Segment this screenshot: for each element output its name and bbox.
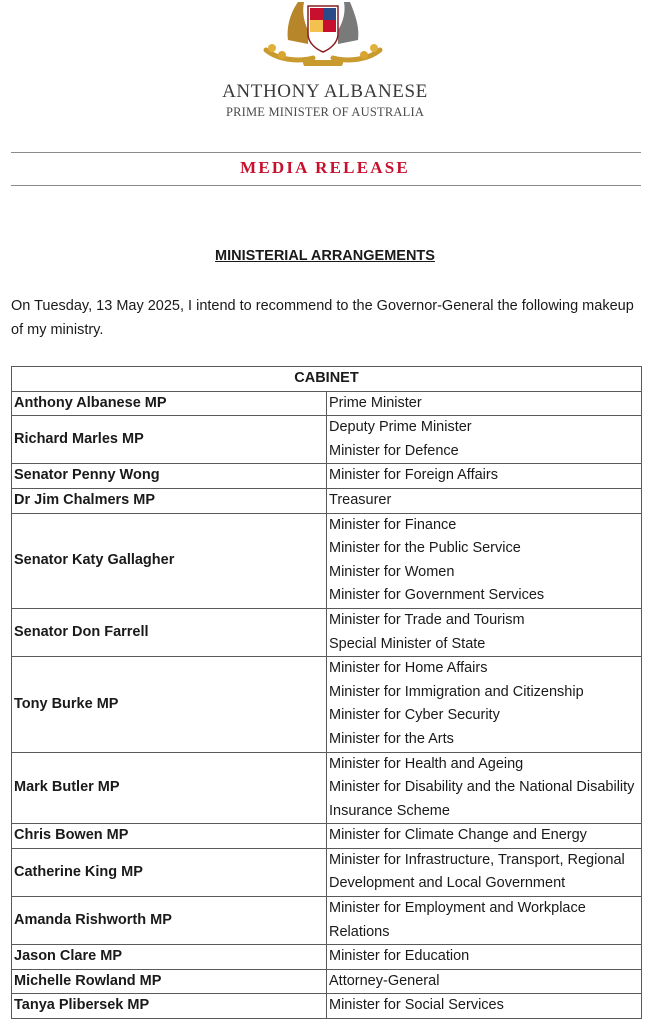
letterhead-subtitle: PRIME MINISTER OF AUSTRALIA [225, 105, 425, 119]
portfolio-title: Minister for the Public Service [329, 540, 521, 557]
letterhead-name: ANTHONY ALBANESE [222, 81, 428, 102]
table-row [12, 391, 642, 416]
minister-name: Dr Jim Chalmers MP [12, 488, 327, 513]
portfolio-cell [327, 994, 642, 1019]
cabinet-table-body [12, 391, 642, 1018]
portfolio-title: Minister for Disability and the National Disability Insurance Scheme [329, 779, 635, 819]
minister-name: Senator Don Farrell [12, 608, 327, 656]
table-row [12, 752, 642, 824]
portfolio-cell [327, 513, 642, 608]
minister-name: Amanda Rishworth MP [12, 897, 327, 945]
portfolio-cell [327, 657, 642, 752]
minister-name: Catherine King MP [12, 848, 327, 896]
minister-name: Senator Penny Wong [12, 464, 327, 489]
portfolio-title: Treasurer [329, 491, 392, 508]
portfolio-cell [327, 969, 642, 994]
minister-name: Jason Clare MP [12, 945, 327, 970]
portfolio-cell [327, 848, 642, 896]
portfolio-cell [327, 416, 642, 464]
coat-of-arms-icon [258, 0, 388, 70]
table-row [12, 464, 642, 489]
portfolio-title: Prime Minister [329, 394, 422, 411]
table-row [12, 488, 642, 513]
media-release-banner: MEDIA RELEASE [240, 158, 410, 177]
portfolio-title: Minister for Health and Ageing [329, 755, 524, 772]
table-row [12, 897, 642, 945]
portfolio-title: Minister for Foreign Affairs [329, 467, 498, 484]
minister-name: Anthony Albanese MP [12, 391, 327, 416]
table-row [12, 416, 642, 464]
portfolio-title: Minister for Women [329, 563, 455, 580]
portfolio-title: Minister for Infrastructure, Transport, Regional Development and Local Government [329, 851, 625, 892]
intro-paragraph: On Tuesday, 13 May 2025, I intend to recommend to the Governor-General the following makeup of my ministry. [11, 298, 634, 338]
portfolio-title: Minister for Government Services [329, 587, 545, 604]
table-row [12, 513, 642, 608]
divider-top [11, 152, 641, 153]
table-row [12, 969, 642, 994]
table-row [12, 945, 642, 970]
portfolio-cell [327, 464, 642, 489]
minister-name: Mark Butler MP [12, 752, 327, 824]
portfolio-cell [327, 391, 642, 416]
document-title: MINISTERIAL ARRANGEMENTS [215, 248, 435, 264]
portfolio-cell [327, 945, 642, 970]
table-row [12, 824, 642, 849]
minister-name: Senator Katy Gallagher [12, 513, 327, 608]
portfolio-title: Minister for the Arts [329, 730, 454, 747]
portfolio-title: Deputy Prime Minister [329, 419, 472, 436]
portfolio-title: Minister for Climate Change and Energy [329, 827, 587, 844]
portfolio-title: Special Minister of State [329, 635, 486, 652]
portfolio-title: Minister for Employment and Workplace Relations [329, 900, 586, 940]
table-row [12, 608, 642, 656]
table-header-row [12, 367, 642, 392]
portfolio-cell [327, 608, 642, 656]
portfolio-cell [327, 897, 642, 945]
portfolio-title: Minister for Social Services [329, 997, 504, 1014]
portfolio-title: Minister for Finance [329, 516, 457, 533]
cabinet-header: CABINET [12, 367, 642, 392]
portfolio-cell [327, 824, 642, 849]
portfolio-cell [327, 488, 642, 513]
portfolio-title: Minister for Immigration and Citizenship [329, 683, 584, 700]
minister-name: Tanya Plibersek MP [12, 994, 327, 1019]
portfolio-title: Minister for Home Affairs [329, 660, 488, 677]
portfolio-title: Minister for Defence [329, 442, 459, 459]
table-row [12, 848, 642, 896]
minister-name: Tony Burke MP [12, 657, 327, 752]
table-row [12, 657, 642, 752]
divider-bottom [11, 185, 641, 186]
table-row [12, 994, 642, 1019]
minister-name: Chris Bowen MP [12, 824, 327, 849]
portfolio-title: Minister for Trade and Tourism [329, 611, 525, 628]
cabinet-table [11, 366, 642, 1019]
portfolio-cell [327, 752, 642, 824]
portfolio-title: Minister for Education [329, 948, 470, 965]
minister-name: Michelle Rowland MP [12, 969, 327, 994]
minister-name: Richard Marles MP [12, 416, 327, 464]
portfolio-title: Attorney-General [329, 972, 440, 989]
portfolio-title: Minister for Cyber Security [329, 707, 500, 724]
